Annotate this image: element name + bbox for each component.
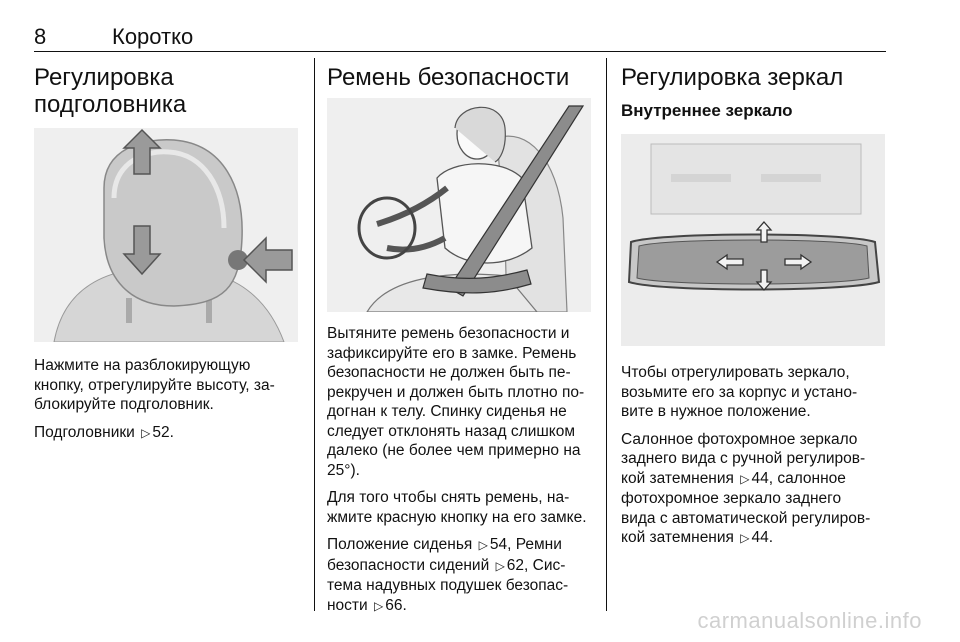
text-line: блокируйте подголовник. <box>34 396 214 413</box>
text-line: Вытяните ремень безопасности и <box>327 325 570 342</box>
text-line: Положение сиденья <box>327 536 473 553</box>
mirror-text <box>621 363 889 549</box>
page-ref[interactable]: 44. <box>751 529 774 546</box>
text-line: кнопку, отрегулируйте высоту, за- <box>34 376 275 394</box>
paragraph <box>34 356 300 415</box>
paragraph <box>327 324 595 480</box>
text-line: ности <box>327 596 368 614</box>
arrow-ref-icon: ▷ <box>740 531 750 545</box>
text-line: Нажмите на разблокирующую <box>34 357 251 374</box>
text-line: Чтобы отрегулировать зеркало, <box>621 364 850 381</box>
text-line: кой затемнения <box>621 469 734 487</box>
page-ref[interactable]: 66. <box>385 596 407 614</box>
page-ref[interactable]: 62, Сис- <box>506 556 566 574</box>
text-line: зафиксируйте его в замке. Ремень <box>327 344 577 362</box>
headrest-drawing <box>34 128 298 342</box>
text-line: далеко (не более чем примерно на <box>327 442 581 459</box>
headrest-illustration <box>34 128 298 342</box>
mirror-column <box>621 64 889 549</box>
text-line: заднего вида с ручной регулиров- <box>621 450 866 467</box>
headrest-column <box>34 64 300 443</box>
text-line: тема надувных подушек безопас- <box>327 577 569 594</box>
arrow-ref-icon: ▷ <box>141 425 151 440</box>
seatbelt-heading: Ремень безопасности <box>327 64 570 91</box>
page-ref[interactable]: 52. <box>152 423 174 441</box>
headrest-heading <box>34 64 300 118</box>
text-line: 25°). <box>327 461 360 479</box>
section-title: Коротко <box>112 24 194 49</box>
text-line: вида с автоматической регулиров- <box>621 509 871 527</box>
text-line: жмите красную кнопку на его замке. <box>327 508 587 526</box>
column-divider-1 <box>314 58 315 611</box>
arrow-ref-icon: ▷ <box>478 538 488 552</box>
cross-reference <box>34 423 300 444</box>
mirror-subheading: Внутреннее зеркало <box>621 101 793 120</box>
paragraph <box>621 363 889 422</box>
seatbelt-illustration <box>327 98 591 312</box>
text-line: Салонное фотохромное зеркало <box>621 430 858 448</box>
text-line: кой затемнения <box>621 529 734 546</box>
heading-line: Регулировка <box>34 64 174 91</box>
page-ref[interactable]: 44, салонное <box>751 469 846 487</box>
heading-line: подголовника <box>34 91 187 118</box>
text-line: Для того чтобы снять ремень, на- <box>327 489 570 506</box>
text-line: фотохромное зеркало заднего <box>621 490 842 507</box>
seatbelt-text <box>327 324 595 616</box>
paragraph <box>327 488 595 527</box>
mirror-illustration <box>621 134 885 346</box>
arrow-ref-icon: ▷ <box>740 471 750 486</box>
header-rule <box>34 51 886 52</box>
arrow-ref-icon: ▷ <box>374 598 384 613</box>
arrow-ref-icon: ▷ <box>495 558 505 573</box>
page-number: 8 <box>34 24 47 49</box>
seatbelt-drawing <box>327 98 591 312</box>
mirror-drawing <box>621 134 885 346</box>
text-line: Подголовники <box>34 423 135 441</box>
column-divider-2 <box>606 58 607 611</box>
text-line: возьмите его за корпус и устано- <box>621 383 858 401</box>
text-line: догнан к телу. Спинку сиденья не <box>327 403 567 420</box>
headrest-text <box>34 356 300 443</box>
text-line: безопасности сидений <box>327 556 490 574</box>
seatbelt-column <box>327 64 595 616</box>
text-line: следует отклонять назад слишком <box>327 422 576 440</box>
page-ref[interactable]: 54, Ремни <box>489 536 562 553</box>
cross-reference <box>621 430 889 549</box>
text-line: безопасности не должен быть пе- <box>327 364 571 381</box>
watermark: carmanualsonline.info <box>697 608 922 633</box>
text-line: рекручен и должен быть плотно по- <box>327 383 585 401</box>
mirror-heading: Регулировка зеркал <box>621 64 844 91</box>
cross-reference <box>327 535 595 616</box>
text-line: вите в нужное положение. <box>621 403 811 420</box>
